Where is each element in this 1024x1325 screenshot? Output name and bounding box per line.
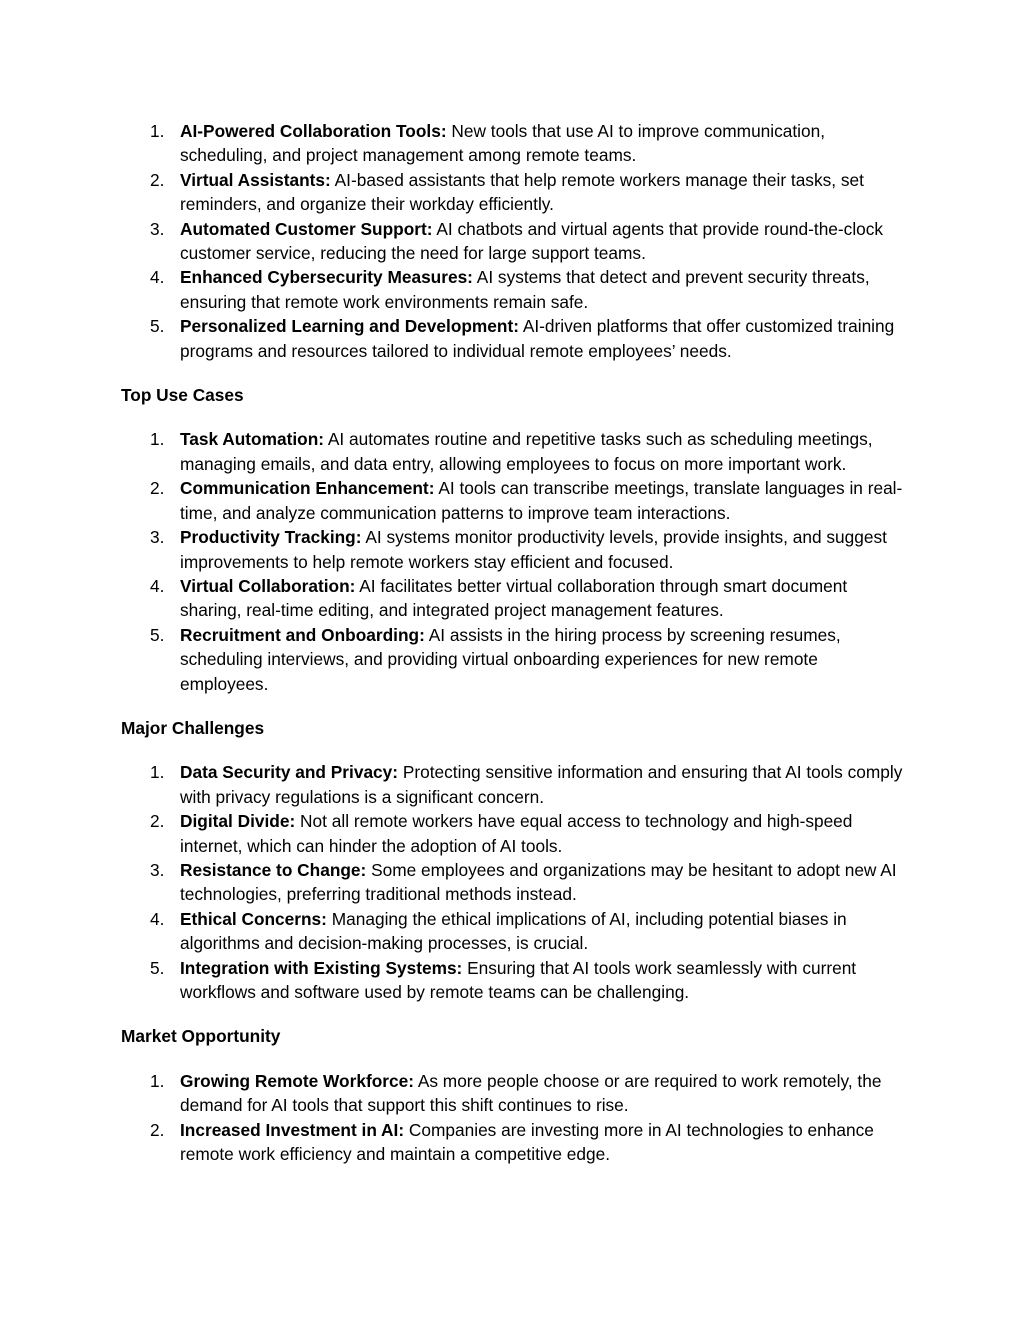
item-text: AI systems that detect and prevent security threats, ensuring that remote work environments remain safe. <box>180 267 870 312</box>
list-item <box>121 217 911 266</box>
challenges-list <box>121 760 911 1004</box>
item-number: 2. <box>150 811 165 832</box>
item-term: Virtual Assistants: <box>180 169 331 190</box>
item-term: AI-Powered Collaboration Tools: <box>180 121 447 141</box>
item-number: 3. <box>150 859 165 880</box>
list-item <box>121 314 911 363</box>
item-text: AI-driven platforms that offer customized training programs and resources tailored to individual remote employees’ needs. <box>180 316 895 361</box>
list-item <box>121 809 911 858</box>
section-heading-major-challenges: Major Challenges <box>121 717 265 738</box>
item-number: 1. <box>150 429 165 450</box>
market-opportunity-list <box>121 1069 911 1167</box>
item-term: Recruitment and Onboarding: <box>180 624 425 645</box>
list-item <box>121 476 911 525</box>
item-number: 3. <box>150 527 165 548</box>
item-text: AI facilitates better virtual collaboration through smart document sharing, real-time editing, and integrated project management features. <box>180 575 848 621</box>
item-number: 2. <box>150 169 165 190</box>
item-text: AI systems monitor productivity levels, provide insights, and suggest improvements to help remote workers stay efficient and focused. <box>180 527 887 572</box>
item-term: Virtual Collaboration: <box>180 575 356 596</box>
item-term: Enhanced Cybersecurity Measures: <box>180 267 473 288</box>
list-item <box>121 427 911 476</box>
item-term: Ethical Concerns: <box>180 908 327 929</box>
trends-list <box>121 119 911 363</box>
list-item <box>121 168 911 217</box>
item-number: 1. <box>150 762 165 783</box>
item-number: 5. <box>150 624 165 645</box>
list-item <box>121 1118 911 1167</box>
item-text: AI automates routine and repetitive tasks such as scheduling meetings, managing emails, and data entry, allowing employees to focus on more important work. <box>180 429 873 474</box>
list-item <box>121 525 911 574</box>
item-term: Personalized Learning and Development: <box>180 316 519 337</box>
item-term: Task Automation: <box>180 429 325 450</box>
list-item <box>121 623 911 696</box>
item-term: Data Security and Privacy: <box>180 762 399 783</box>
item-number: 1. <box>150 121 165 141</box>
list-item <box>121 119 911 168</box>
item-text: AI-based assistants that help remote workers manage their tasks, set reminders, and organize their workday efficiently. <box>180 169 864 215</box>
item-text: As more people choose or are required to work remotely, the demand for AI tools that support this shift continues to rise. <box>180 1070 882 1116</box>
list-item <box>121 760 911 809</box>
item-number: 4. <box>150 267 165 288</box>
item-text: AI chatbots and virtual agents that provide round-the-clock customer service, reducing the need for large support teams. <box>180 218 884 264</box>
list-item <box>121 1069 911 1118</box>
item-text: Ensuring that AI tools work seamlessly with current workflows and software used by remote teams can be challenging. <box>180 957 857 1002</box>
list-item <box>121 858 911 907</box>
item-term: Productivity Tracking: <box>180 527 362 548</box>
item-number: 4. <box>150 575 165 596</box>
list-item <box>121 574 911 623</box>
item-term: Increased Investment in AI: <box>180 1119 405 1140</box>
item-text: Managing the ethical implications of AI, including potential biases in algorithms and decision-making processes, is crucial. <box>180 908 847 954</box>
item-text: New tools that use AI to improve communication, scheduling, and project management among remote teams. <box>180 121 826 166</box>
list-item <box>121 956 911 1005</box>
use-cases-list <box>121 427 911 695</box>
item-text: Some employees and organizations may be hesitant to adopt new AI technologies, preferring traditional methods instead. <box>180 859 897 905</box>
item-number: 2. <box>150 1119 165 1140</box>
item-text: Not all remote workers have equal access to technology and high-speed internet, which can hinder the adoption of AI tools. <box>180 811 853 856</box>
item-text: AI assists in the hiring process by screening resumes, scheduling interviews, and providing virtual onboarding experiences for new remote employees. <box>180 624 841 694</box>
item-number: 3. <box>150 218 165 239</box>
list-item <box>121 265 911 314</box>
item-number: 4. <box>150 908 165 929</box>
section-heading-top-use-cases: Top Use Cases <box>121 385 244 406</box>
item-text: AI tools can transcribe meetings, translate languages in real-time, and analyze communication patterns to improve team interactions. <box>180 478 903 523</box>
item-number: 1. <box>150 1070 165 1091</box>
item-text: Companies are investing more in AI technologies to enhance remote work efficiency and maintain a competitive edge. <box>180 1119 874 1165</box>
item-number: 5. <box>150 316 165 337</box>
item-number: 5. <box>150 957 165 978</box>
item-term: Resistance to Change: <box>180 859 367 880</box>
item-term: Communication Enhancement: <box>180 478 435 499</box>
item-number: 2. <box>150 478 165 499</box>
item-term: Automated Customer Support: <box>180 218 433 239</box>
item-term: Growing Remote Workforce: <box>180 1070 414 1091</box>
section-heading-market-opportunity: Market Opportunity <box>121 1026 281 1047</box>
list-item <box>121 907 911 956</box>
document-content <box>121 119 911 1166</box>
item-term: Digital Divide: <box>180 811 296 832</box>
item-text: Protecting sensitive information and ensuring that AI tools comply with privacy regulations is a significant concern. <box>180 762 903 807</box>
item-term: Integration with Existing Systems: <box>180 957 463 978</box>
